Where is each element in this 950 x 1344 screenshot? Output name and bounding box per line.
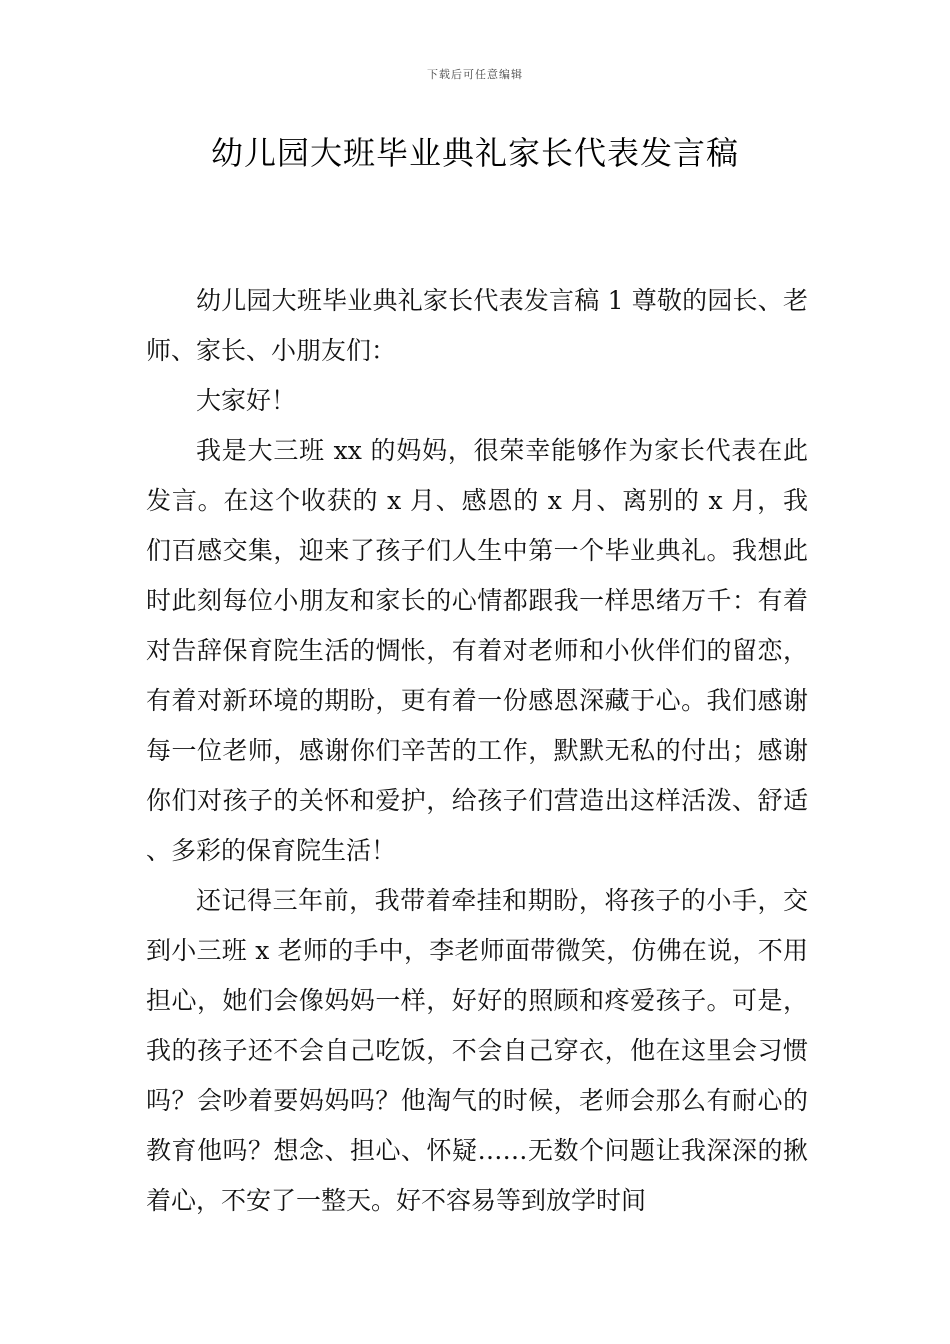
document-body [146,276,808,1226]
paragraph-2: 大家好！ [196,386,297,415]
paragraph-3: 我是大三班 xx 的妈妈，很荣幸能够作为家长代表在此发言。在这个收获的 x 月、感恩的 x 月、离别的 x 月，我们百感交集，迎来了孩子们人生中第一个毕业典礼。我想此时此刻每位小朋友和家长的心情都跟我一样思绪万千：有着对告辞保育院生活的惆怅，有着对老师和小伙伴们的留恋，有着对新环境的期盼，更有着一份感恩深藏于心。我们感谢每一位老师，感谢你们辛苦的工作，默默无私的付出；感谢你们对孩子的关怀和爱护，给孩子们营造出这样活泼、舒适、多彩的保育院生活！ [146,436,808,865]
paragraph-1: 幼儿园大班毕业典礼家长代表发言稿 1 尊敬的园长、老师、家长、小朋友们： [146,286,808,365]
paragraph-4: 还记得三年前，我带着牵挂和期盼，将孩子的小手，交到小三班 x 老师的手中，李老师面带微笑，仿佛在说，不用担心，她们会像妈妈一样，好好的照顾和疼爱孩子。可是，我的孩子还不会自己吃饭，不会自己穿衣，他在这里会习惯吗？会吵着要妈妈吗？他淘气的时候，老师会那么有耐心的教育他吗？想念、担心、怀疑……无数个问题让我深深的揪着心，不安了一整天。好不容易等到放学时间 [146,886,808,1215]
header-note: 下载后可任意编辑 [427,68,523,81]
document-title: 幼儿园大班毕业典礼家长代表发言稿 [210,134,739,172]
